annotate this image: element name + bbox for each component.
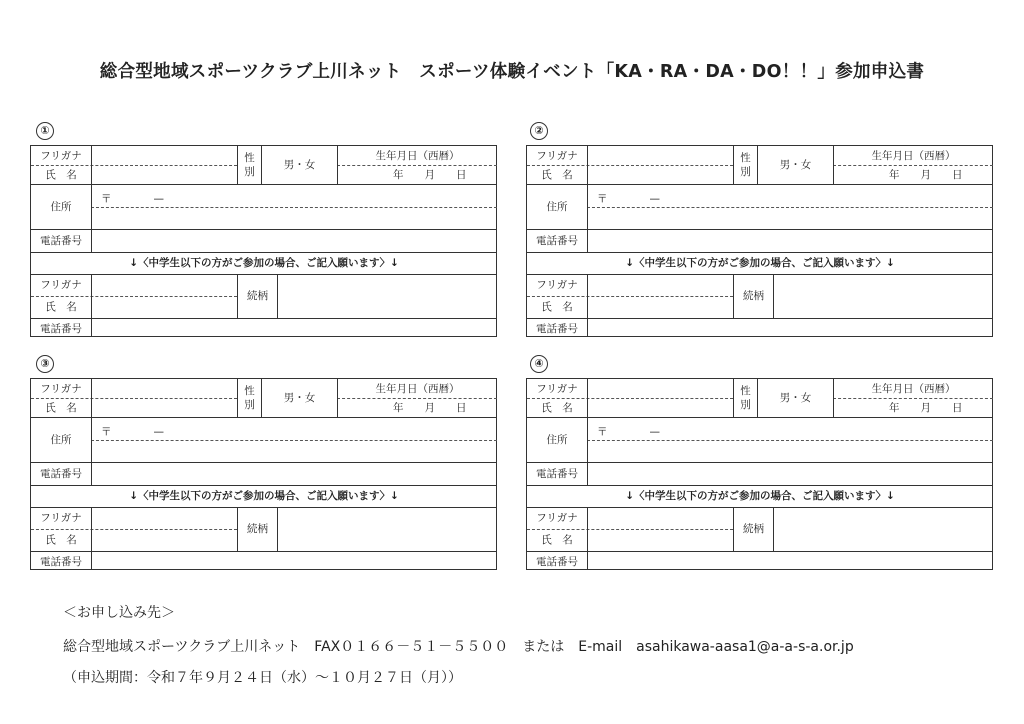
name-field[interactable] [589,400,731,415]
guardian-note: ↓〈中学生以下の方がご参加の場合、ご記入願います〉↓ [129,257,399,269]
guardian-name-label: 氏 名 [541,534,573,546]
furigana-field[interactable] [93,381,235,396]
phone-field[interactable] [589,465,991,483]
address-label: 住所 [50,201,72,213]
furigana-label: フリガナ [40,150,82,162]
sex-options[interactable]: 男・女 [779,392,812,404]
birth-label: 生年月日（西暦） [375,150,460,162]
guardian-name-field[interactable] [93,531,235,549]
contact-info: 総合型地域スポーツクラブ上川ネット FAX０１６６－５１－５５００ または E-mail asahikawa-aasa1@a-a-s-a.or.jp [63,639,854,655]
birth-date-field[interactable]: 年 月 日 [393,169,467,181]
guardian-note: ↓〈中学生以下の方がご参加の場合、ご記入願います〉↓ [625,490,895,502]
furigana-label: フリガナ [40,383,82,395]
furigana-field[interactable] [589,148,731,163]
guardian-name-field[interactable] [93,298,235,316]
contact-heading: ＜お申し込み先＞ [63,605,175,621]
guardian-furigana-label: フリガナ [536,279,578,291]
birth-date-field[interactable]: 年 月 日 [889,402,963,414]
relation-field[interactable] [279,277,495,316]
birth-date-field[interactable]: 年 月 日 [393,402,467,414]
sex-label: 性 別 [244,385,255,411]
guardian-phone-label: 電話番号 [536,556,578,568]
furigana-field[interactable] [93,148,235,163]
guardian-note: ↓〈中学生以下の方がご参加の場合、ご記入願います〉↓ [129,490,399,502]
name-field[interactable] [93,400,235,415]
relation-label: 続柄 [743,523,764,535]
postal-code-field[interactable]: 〒 — [597,426,660,438]
guardian-furigana-label: フリガナ [40,279,82,291]
guardian-note: ↓〈中学生以下の方がご参加の場合、ご記入願います〉↓ [625,257,895,269]
sex-label: 性 別 [244,152,255,178]
guardian-name-field[interactable] [589,531,731,549]
phone-label: 電話番号 [40,235,82,247]
application-period: （申込期間：令和７年９月２４日（水）～１０月２７日（月）） [63,670,462,686]
phone-field[interactable] [93,465,495,483]
birth-label: 生年月日（西暦） [375,383,460,395]
guardian-name-label: 氏 名 [541,301,573,313]
relation-field[interactable] [775,510,991,549]
phone-label: 電話番号 [536,235,578,247]
birth-label: 生年月日（西暦） [871,150,956,162]
form-number: ④ [530,355,548,373]
guardian-phone-label: 電話番号 [40,323,82,335]
phone-label: 電話番号 [536,468,578,480]
guardian-phone-field[interactable] [93,321,495,336]
address-label: 住所 [50,434,72,446]
guardian-phone-field[interactable] [589,554,991,569]
address-label: 住所 [546,201,568,213]
name-label: 氏 名 [45,402,77,414]
address-field[interactable] [589,210,991,227]
sex-options[interactable]: 男・女 [283,159,316,171]
relation-label: 続柄 [743,290,764,302]
address-field[interactable] [93,210,495,227]
guardian-furigana-field[interactable] [93,510,235,527]
name-field[interactable] [589,167,731,182]
page-title: 総合型地域スポーツクラブ上川ネット スポーツ体験イベント「KA・RA・DA・DO！！」参加申込書 [99,62,925,82]
guardian-name-label: 氏 名 [45,534,77,546]
guardian-name-field[interactable] [589,298,731,316]
furigana-label: フリガナ [536,383,578,395]
application-form-3 [30,378,497,570]
application-form-1 [30,145,497,337]
relation-label: 続柄 [247,523,268,535]
postal-code-field[interactable]: 〒 — [597,193,660,205]
phone-label: 電話番号 [40,468,82,480]
sex-options[interactable]: 男・女 [779,159,812,171]
name-label: 氏 名 [45,169,77,181]
guardian-furigana-label: フリガナ [40,512,82,524]
phone-field[interactable] [93,232,495,250]
name-field[interactable] [93,167,235,182]
phone-field[interactable] [589,232,991,250]
sex-label: 性 別 [740,385,751,411]
guardian-furigana-field[interactable] [93,277,235,294]
application-form-4 [526,378,993,570]
address-field[interactable] [93,443,495,460]
furigana-field[interactable] [589,381,731,396]
name-label: 氏 名 [541,402,573,414]
relation-field[interactable] [279,510,495,549]
name-label: 氏 名 [541,169,573,181]
guardian-phone-label: 電話番号 [536,323,578,335]
guardian-furigana-label: フリガナ [536,512,578,524]
postal-code-field[interactable]: 〒 — [101,193,164,205]
sex-options[interactable]: 男・女 [283,392,316,404]
guardian-furigana-field[interactable] [589,277,731,294]
sex-label: 性 別 [740,152,751,178]
relation-field[interactable] [775,277,991,316]
relation-label: 続柄 [247,290,268,302]
birth-date-field[interactable]: 年 月 日 [889,169,963,181]
form-number: ① [36,122,54,140]
postal-code-field[interactable]: 〒 — [101,426,164,438]
guardian-phone-label: 電話番号 [40,556,82,568]
guardian-furigana-field[interactable] [589,510,731,527]
address-label: 住所 [546,434,568,446]
address-field[interactable] [589,443,991,460]
birth-label: 生年月日（西暦） [871,383,956,395]
furigana-label: フリガナ [536,150,578,162]
form-number: ③ [36,355,54,373]
guardian-phone-field[interactable] [589,321,991,336]
application-form-2 [526,145,993,337]
guardian-name-label: 氏 名 [45,301,77,313]
form-number: ② [530,122,548,140]
guardian-phone-field[interactable] [93,554,495,569]
